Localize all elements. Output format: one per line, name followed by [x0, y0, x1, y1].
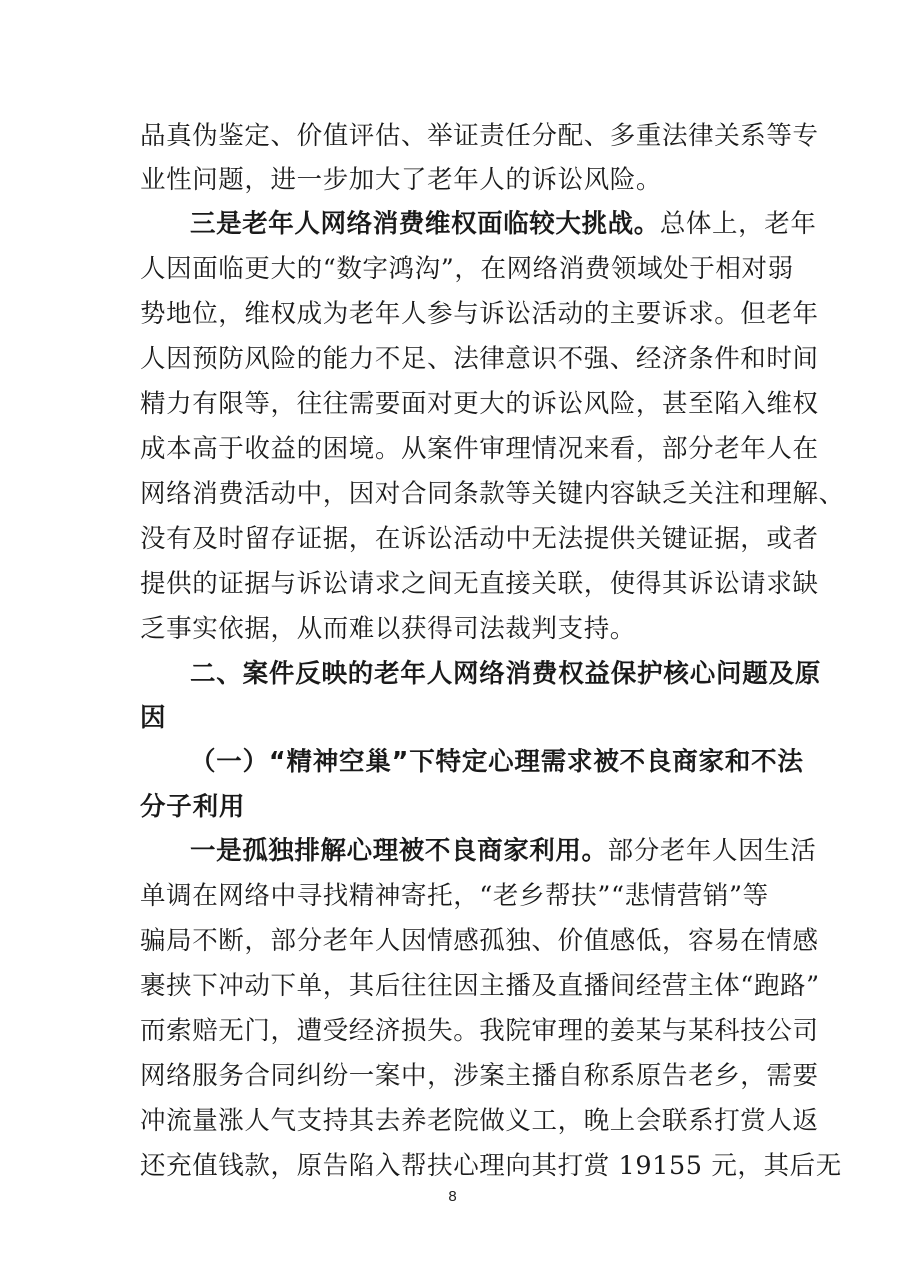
text-line: 网络消费活动中，因对合同条款等关键内容缺乏关注和理解、 [140, 479, 845, 509]
text-line: 还充值钱款，原告陷入帮扶心理向其打赏 19155 元，其后无 [140, 1151, 842, 1181]
text-line: 单调在网络中寻找精神寄托，“老乡帮扶”“悲情营销”等 [140, 881, 769, 911]
text-span: 部分老年人因生活 [607, 836, 817, 866]
text-span: 总体上，老年 [659, 209, 817, 239]
text-line: 成本高于收益的困境。从案件审理情况来看，部分老年人在 [140, 434, 819, 464]
subsection-heading: （一）“精神空巢”下特定心理需求被不良商家和不法 [190, 747, 804, 777]
text-line: 骗局不断，部分老年人因情感孤独、价值感低，容易在情感 [140, 926, 819, 956]
text-line: 精力有限等，往往需要面对更大的诉讼风险，甚至陷入维权 [140, 389, 819, 419]
text-line: 裹挟下冲动下单，其后往往因主播及直播间经营主体“跑路” [140, 971, 820, 1001]
text-line: 势地位，维权成为老年人参与诉讼活动的主要诉求。但老年 [140, 299, 819, 329]
page-number: 8 [448, 1188, 457, 1205]
text-line: 网络服务合同纠纷一案中，涉案主播自称系原告老乡，需要 [140, 1061, 819, 1091]
text-line: 人因预防风险的能力不足、法律意识不强、经济条件和时间 [140, 344, 819, 374]
text-line: 冲流量涨人气支持其去养老院做义工，晚上会联系打赏人返 [140, 1106, 819, 1136]
text-line: 提供的证据与诉讼请求之间无直接关联，使得其诉讼请求缺 [140, 569, 819, 599]
text-line: 业性问题，进一步加大了老年人的诉讼风险。 [140, 165, 663, 195]
paragraph-lead-line [190, 833, 830, 869]
text-line: 人因面临更大的“数字鸿沟”，在网络消费领域处于相对弱 [140, 254, 794, 284]
section-heading: 二、案件反映的老年人网络消费权益保护核心问题及原 [190, 659, 822, 689]
paragraph-lead-line [190, 206, 830, 242]
subsection-heading-cont: 分子利用 [140, 792, 246, 822]
paragraph-lead: 三是老年人网络消费维权面临较大挑战。 [190, 209, 660, 239]
text-line: 品真伪鉴定、价值评估、举证责任分配、多重法律关系等专 [140, 121, 819, 151]
text-line: 乏事实依据，从而难以获得司法裁判支持。 [140, 614, 636, 644]
text-line: 而索赔无门，遭受经济损失。我院审理的姜某与某科技公司 [140, 1016, 819, 1046]
text-line: 没有及时留存证据，在诉讼活动中无法提供关键证据，或者 [140, 524, 819, 554]
paragraph-lead: 一是孤独排解心理被不良商家利用。 [190, 836, 608, 866]
section-heading-cont: 因 [140, 703, 167, 733]
